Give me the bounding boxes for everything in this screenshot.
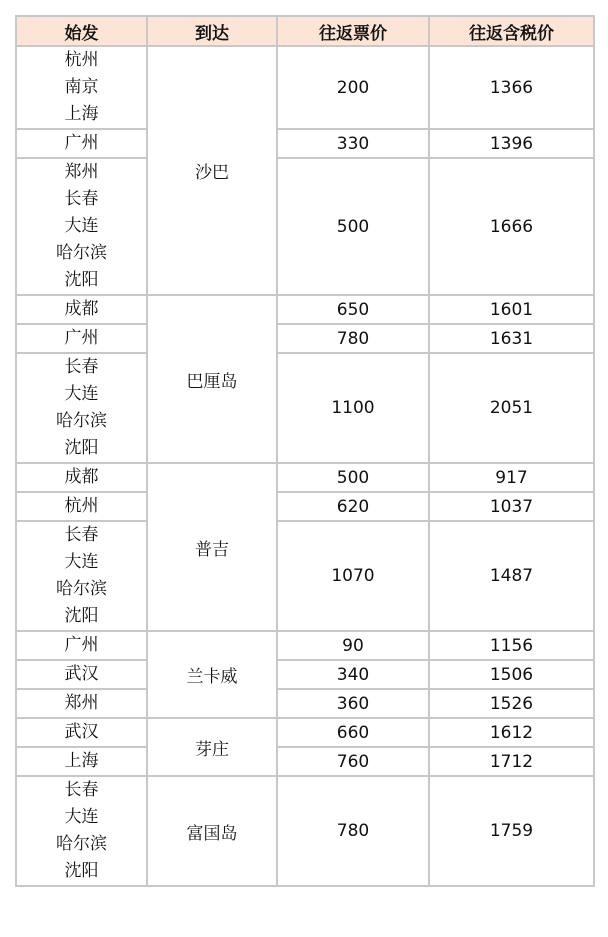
origin-cell: [16, 295, 147, 324]
fare-with-tax-cell: 2051: [429, 353, 594, 463]
fare-with-tax-cell: 1396: [429, 129, 594, 158]
origin-city: 大连: [64, 384, 99, 404]
destination-cell: 芽庄: [147, 718, 277, 776]
origin-city: 哈尔滨: [56, 834, 107, 854]
fare-cell: 620: [277, 492, 429, 521]
origin-city: 武汉: [64, 664, 99, 684]
origin-cell: [16, 492, 147, 521]
table-row: [16, 324, 594, 353]
origin-city: 长春: [64, 780, 99, 800]
origin-city: 杭州: [64, 50, 99, 70]
origin-city: 沈阳: [64, 606, 99, 626]
fare-with-tax-cell: 1712: [429, 747, 594, 776]
fare-cell: 500: [277, 463, 429, 492]
origin-city: 沈阳: [64, 270, 99, 290]
header-row: [16, 16, 594, 46]
origin-city: 武汉: [64, 722, 99, 742]
fare-with-tax-cell: 1156: [429, 631, 594, 660]
origin-cell: [16, 46, 147, 129]
fare-cell: 360: [277, 689, 429, 718]
origin-city: 成都: [64, 299, 99, 319]
origin-cell: [16, 463, 147, 492]
origin-city: 上海: [64, 751, 99, 771]
origin-city: 广州: [64, 133, 99, 153]
origin-city: 沈阳: [64, 861, 99, 881]
origin-cell: [16, 718, 147, 747]
fare-with-tax-cell: 1759: [429, 776, 594, 886]
fare-cell: 780: [277, 324, 429, 353]
fare-with-tax-cell: 1487: [429, 521, 594, 631]
fare-cell: 780: [277, 776, 429, 886]
origin-city: 长春: [64, 525, 99, 545]
fare-with-tax-cell: 1037: [429, 492, 594, 521]
origin-city: 哈尔滨: [56, 579, 107, 599]
origin-city: 长春: [64, 189, 99, 209]
origin-city: 南京: [64, 77, 99, 97]
fare-with-tax-cell: 1612: [429, 718, 594, 747]
origin-cell: [16, 129, 147, 158]
fare-cell: 1070: [277, 521, 429, 631]
destination-cell: 富国岛: [147, 776, 277, 886]
fare-with-tax-cell: 1506: [429, 660, 594, 689]
origin-city: 哈尔滨: [56, 243, 107, 263]
destination-cell: 普吉: [147, 463, 277, 631]
fare-cell: 200: [277, 46, 429, 129]
fare-table: [15, 15, 595, 887]
destination-cell: 沙巴: [147, 46, 277, 295]
header-origin: 始发: [16, 16, 147, 46]
origin-city: 大连: [64, 216, 99, 236]
fare-cell: 650: [277, 295, 429, 324]
origin-cell: [16, 324, 147, 353]
origin-city: 广州: [64, 328, 99, 348]
table-header: [16, 16, 594, 46]
table-body: [16, 46, 594, 886]
table-row: [16, 660, 594, 689]
table-row: [16, 521, 594, 631]
table-row: [16, 718, 594, 747]
fare-with-tax-cell: 917: [429, 463, 594, 492]
table-row: [16, 463, 594, 492]
origin-city: 郑州: [64, 693, 99, 713]
origin-city: 大连: [64, 807, 99, 827]
fare-cell: 330: [277, 129, 429, 158]
fare-with-tax-cell: 1666: [429, 158, 594, 295]
fare-with-tax-cell: 1366: [429, 46, 594, 129]
origin-city: 成都: [64, 467, 99, 487]
origin-city: 长春: [64, 357, 99, 377]
header-round-trip-fare: 往返票价: [277, 16, 429, 46]
table-row: [16, 353, 594, 463]
table-row: [16, 689, 594, 718]
origin-cell: [16, 521, 147, 631]
fare-cell: 90: [277, 631, 429, 660]
origin-city: 杭州: [64, 496, 99, 516]
origin-city: 郑州: [64, 162, 99, 182]
destination-cell: 兰卡威: [147, 631, 277, 718]
fare-cell: 660: [277, 718, 429, 747]
origin-cell: [16, 689, 147, 718]
fare-cell: 500: [277, 158, 429, 295]
fare-cell: 340: [277, 660, 429, 689]
fare-cell: 760: [277, 747, 429, 776]
origin-city: 广州: [64, 635, 99, 655]
origin-city: 上海: [64, 104, 99, 124]
origin-city: 哈尔滨: [56, 411, 107, 431]
fare-with-tax-cell: 1631: [429, 324, 594, 353]
destination-cell: 巴厘岛: [147, 295, 277, 463]
table-row: [16, 776, 594, 886]
table-row: [16, 631, 594, 660]
table-row: [16, 46, 594, 129]
fare-with-tax-cell: 1526: [429, 689, 594, 718]
origin-cell: [16, 631, 147, 660]
fare-cell: 1100: [277, 353, 429, 463]
header-destination: 到达: [147, 16, 277, 46]
table-row: [16, 747, 594, 776]
table-row: [16, 295, 594, 324]
origin-cell: [16, 747, 147, 776]
origin-cell: [16, 776, 147, 886]
origin-city: 大连: [64, 552, 99, 572]
table-row: [16, 129, 594, 158]
origin-cell: [16, 158, 147, 295]
fare-with-tax-cell: 1601: [429, 295, 594, 324]
origin-city: 沈阳: [64, 438, 99, 458]
origin-cell: [16, 353, 147, 463]
table-row: [16, 492, 594, 521]
table-row: [16, 158, 594, 295]
origin-cell: [16, 660, 147, 689]
header-round-trip-fare-with-tax: 往返含税价: [429, 16, 594, 46]
